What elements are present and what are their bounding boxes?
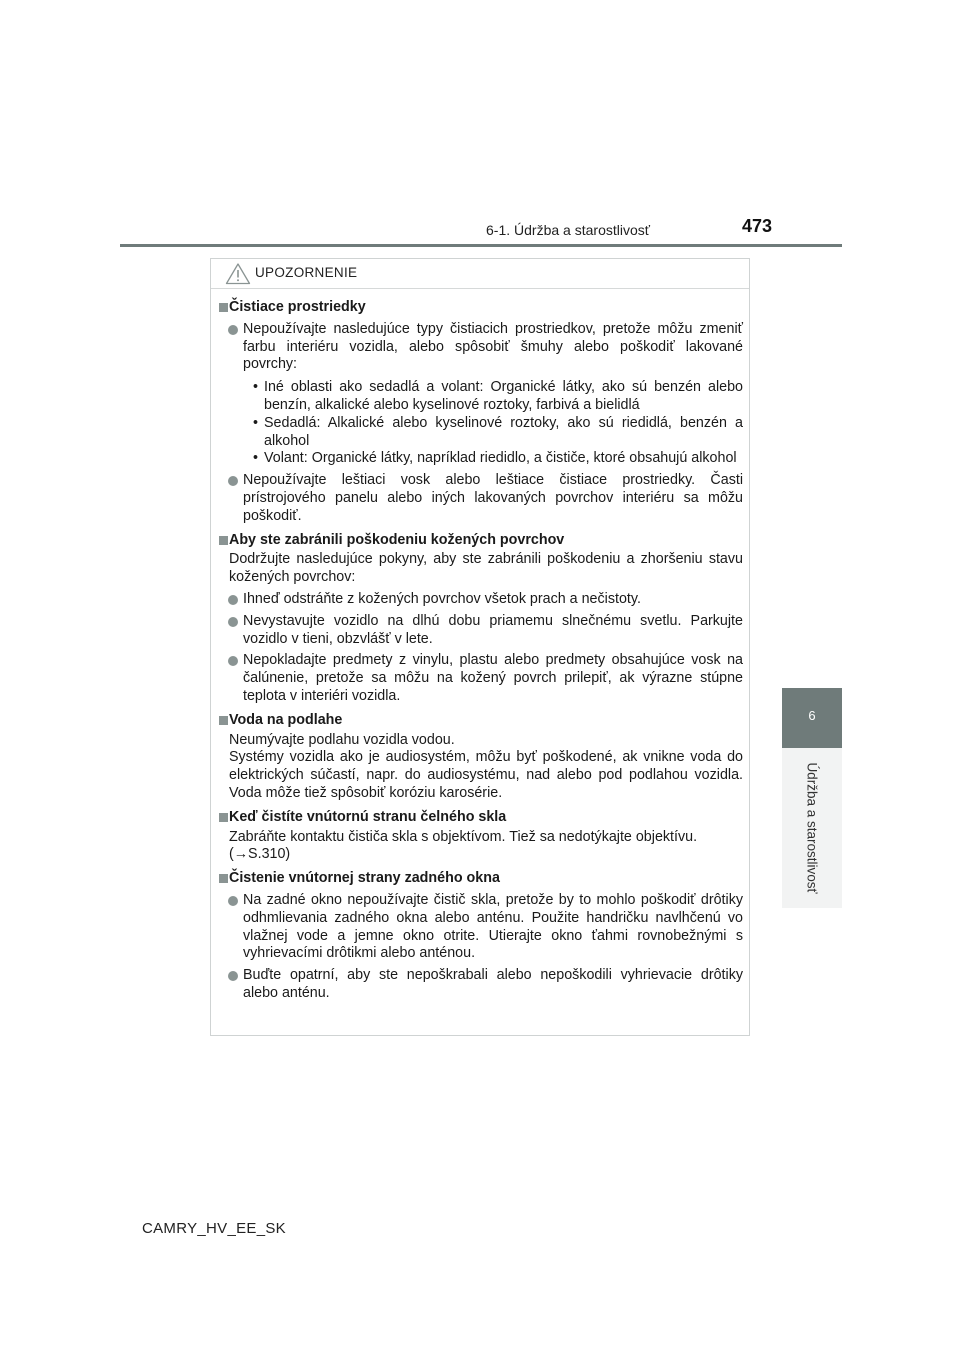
section-heading: Voda na podlahe — [219, 712, 743, 730]
caution-box — [210, 258, 750, 1036]
bullet-icon: • — [253, 379, 259, 396]
sub-list-item: • Iné oblasti ako sedadlá a volant: Organické látky, ako sú benzén alebo benzín, alkalické alebo kyselinové roztoky, farbivá a bielidlá — [253, 379, 743, 413]
section-title: 6-1. Údržba a starostlivosť — [486, 222, 650, 238]
square-bullet-icon — [219, 536, 228, 545]
circle-bullet-icon — [228, 617, 238, 627]
section-heading: Keď čistíte vnútornú stranu čelného skla — [219, 809, 743, 827]
caution-content — [219, 299, 743, 1003]
chapter-number: 6 — [808, 708, 816, 723]
list-item: Nepoužívajte leštiaci vosk alebo leštiace čistiace prostriedky. Časti prístrojového panelu alebo iných lakovaných povrchov interiéru sa môžu poškodiť. — [219, 472, 743, 525]
square-bullet-icon — [219, 813, 228, 822]
bullet-icon: • — [253, 414, 259, 431]
chapter-tab — [782, 688, 842, 748]
caution-title: UPOZORNENIE — [255, 265, 358, 280]
circle-bullet-icon — [228, 971, 238, 981]
page-reference[interactable]: (→S.310) — [229, 846, 291, 863]
list-item: Buďte opatrní, aby ste nepoškrabali alebo nepoškodili vyhrievacie drôtiky alebo anténu. — [219, 967, 743, 1003]
sub-list-item: • Volant: Organické látky, napríklad riedidlo, a čističe, ktoré obsahujú alkohol — [253, 450, 737, 467]
warning-triangle-icon — [225, 262, 251, 285]
list-item: Ihneď odstráňte z kožených povrchov všetok prach a nečistoty. — [219, 591, 743, 609]
list-item: Na zadné okno nepoužívajte čistič skla, pretože by to mohlo poškodiť drôtiky odhmlievania zadného okna alebo anténu. Použite handričku navlhčenú vo vlažnej vode a jemne okno otrite. Utierajte okno ťahmi rovnobežnými s vyhrievacími drôtikmi alebo anténou. — [219, 892, 743, 963]
circle-bullet-icon — [228, 476, 238, 486]
paragraph: Zabráňte kontaktu čističa skla s objektívom. Tiež sa nedotýkajte objektívu. — [229, 828, 698, 845]
caution-header — [211, 259, 749, 289]
header-rule — [120, 244, 842, 247]
sub-list-item: • Sedadlá: Alkalické alebo kyselinové roztoky, ako sú riedidlá, benzén a alkohol — [253, 414, 743, 449]
bullet-icon: • — [253, 450, 259, 467]
paragraph: Dodržujte nasledujúce pokyny, aby ste zabránili poškodeniu a zhoršeniu stavu kožených povrchov: — [229, 551, 743, 586]
section-heading: Čistiace prostriedky — [219, 299, 743, 317]
paragraph: Neumývajte podlahu vozidla vodou. — [229, 731, 455, 748]
circle-bullet-icon — [228, 325, 238, 335]
chapter-title: Údržba a starostlivosť — [804, 762, 820, 894]
page-number: 473 — [741, 216, 772, 236]
section-heading: Čistenie vnútornej strany zadného okna — [219, 870, 743, 888]
list-item: Nevystavujte vozidlo na dlhú dobu priamemu slnečnému svetlu. Parkujte vozidlo v tieni, obzvlášť v lete. — [219, 613, 743, 649]
sub-list — [253, 379, 743, 468]
square-bullet-icon — [219, 874, 228, 883]
paragraph: Systémy vozidla ako je audiosystém, môžu byť poškodené, ak vnikne voda do elektrických súčastí, napr. do audiosystému, nad alebo pod podlahou vozidla. Voda môže tiež spôsobiť koróziu karosérie. — [229, 749, 743, 801]
section-heading: Aby ste zabránili poškodeniu kožených povrchov — [219, 532, 743, 550]
list-item: Nepokladajte predmety z vinylu, plastu alebo predmety obsahujúce vosk na čalúnenie, pretože sa môžu na kožený povrch prilepiť, ak výrazne stúpne teplota v interiéri vozidla. — [219, 652, 743, 705]
circle-bullet-icon — [228, 656, 238, 666]
list-item: Nepoužívajte nasledujúce typy čistiacich prostriedkov, pretože môžu zmeniť farbu interiéru vozidla, alebo spôsobiť šmuhy alebo poškodiť lakované povrchy: — [219, 321, 743, 374]
square-bullet-icon — [219, 716, 228, 725]
circle-bullet-icon — [228, 896, 238, 906]
square-bullet-icon — [219, 303, 228, 312]
document-code: CAMRY_HV_EE_SK — [142, 1220, 286, 1237]
page-header — [120, 212, 840, 246]
circle-bullet-icon — [228, 595, 238, 605]
